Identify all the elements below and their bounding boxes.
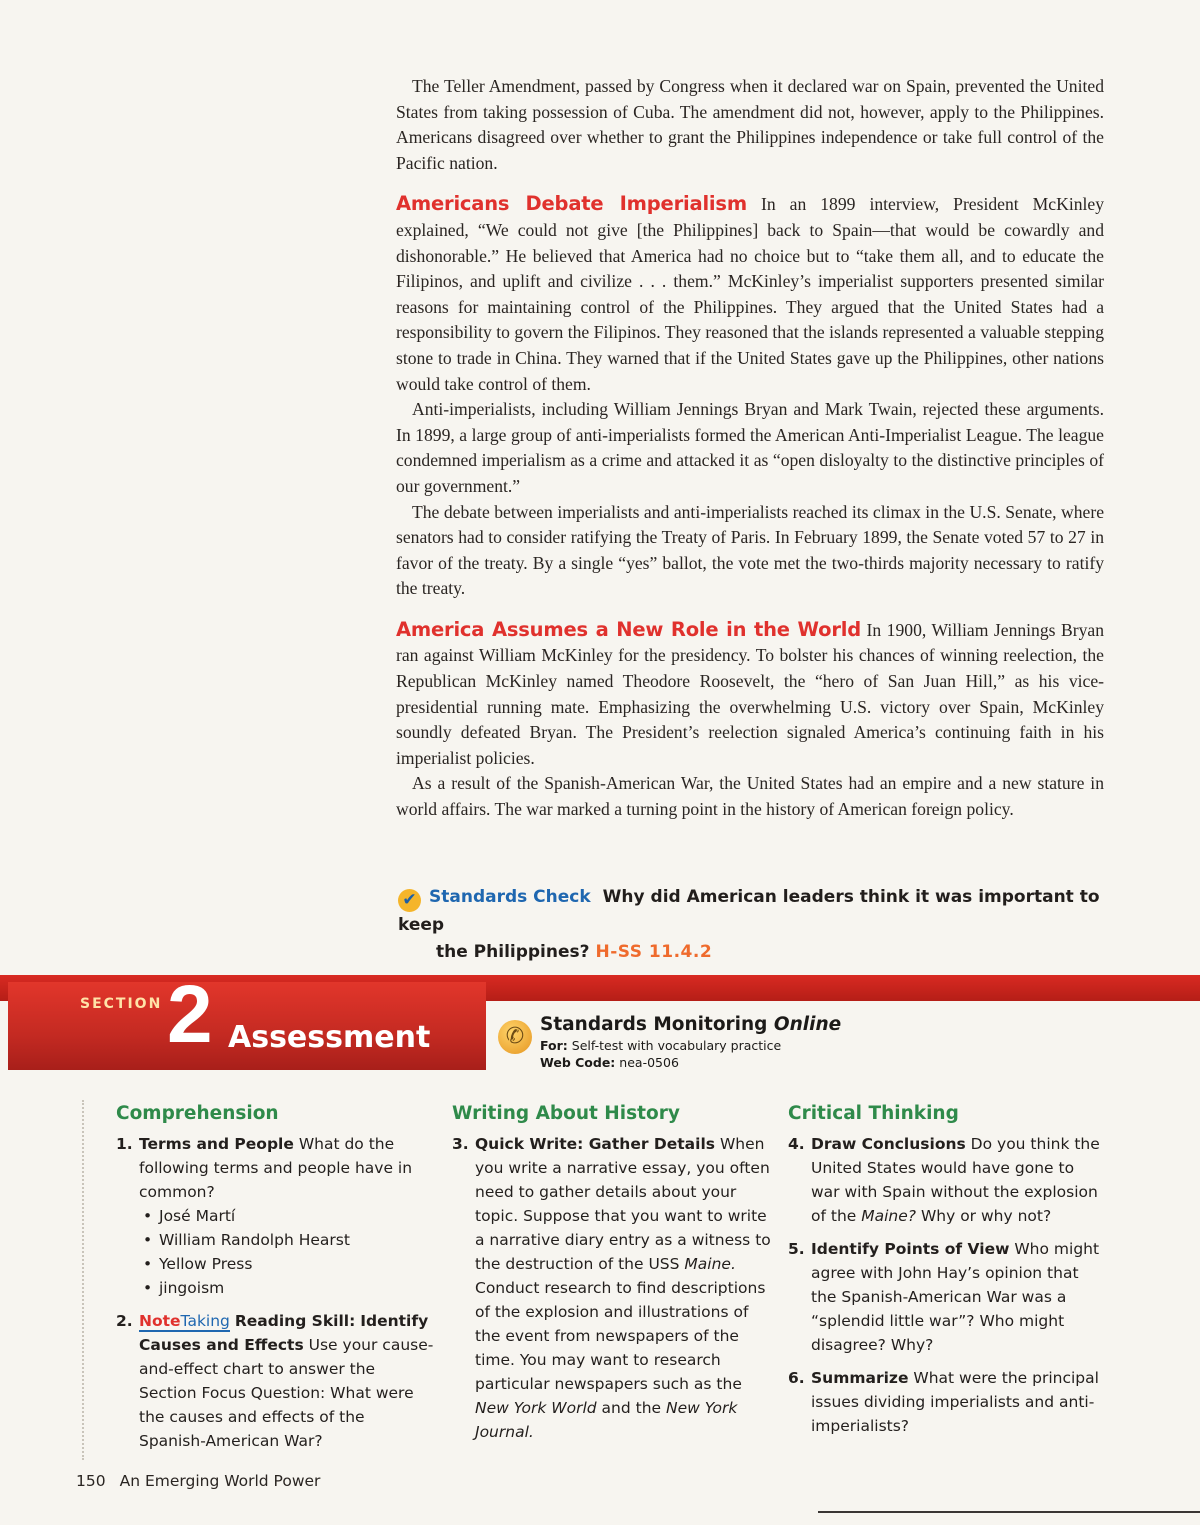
- phone-icon: ✆: [498, 1020, 532, 1054]
- comprehension-heading: Comprehension: [116, 1103, 279, 1124]
- standards-code: H-SS 11.4.2: [595, 942, 713, 962]
- list-item: • jingoism: [139, 1276, 434, 1300]
- list-item: • Yellow Press: [139, 1252, 434, 1276]
- bottom-rule: [818, 1511, 1200, 1513]
- question-4-title: Draw Conclusions: [811, 1135, 966, 1153]
- comprehension-column: [116, 1100, 434, 1462]
- page-footer: [76, 1472, 320, 1490]
- standards-check-line-2: [398, 939, 1118, 966]
- monitoring-title: Standards Monitoring Online: [540, 1014, 842, 1035]
- debate-text-2: Anti-imperialists, including William Jennings Bryan and Mark Twain, rejected these arguments. In 1899, a large group of anti-imperialists formed the American Anti-Imperialist League. The league condemned imperialism as a crime and attacked it as “open disloyalty to the distinctive principles of our government.”: [396, 399, 1104, 496]
- terms-list: [139, 1204, 434, 1300]
- standards-check-question-1: Why did American leaders think it was important to keep: [398, 887, 1100, 935]
- list-item: • José Martí: [139, 1204, 434, 1228]
- section-number: 2: [167, 969, 213, 1060]
- standards-check-line-1: [398, 884, 1118, 939]
- question-2-text: Use your cause-and-effect chart to answer the Section Focus Question: What were the causes and effects of the Spanish-American War?: [139, 1336, 434, 1450]
- question-2-title: Identify Causes and Effects: [139, 1312, 429, 1354]
- monitoring-for: For: Self-test with vocabulary practice: [540, 1038, 782, 1053]
- standards-monitoring: [540, 1013, 841, 1071]
- monitoring-online: Online: [773, 1014, 842, 1035]
- checkmark-icon: ✔: [398, 889, 421, 912]
- role-heading: America Assumes a New Role in the World: [396, 617, 861, 641]
- critical-heading: Critical Thinking: [788, 1103, 959, 1124]
- assessment-title: Assessment: [228, 1020, 431, 1055]
- list-item: • William Randolph Hearst: [139, 1228, 434, 1252]
- question-6-title: Summarize: [811, 1369, 909, 1387]
- section-word: SECTION: [80, 996, 163, 1012]
- page-number: 150: [76, 1472, 106, 1490]
- role-paragraph: [396, 617, 1104, 772]
- question-3: 3. Quick Write: Gather Details When you write a narrative essay, you often need to gather details about your topic. Suppose that you want to write a narrative diary entry as a witness to the destruction of the USS Maine. Conduct research to find descriptions of the explosion and illustrations of the event from newspapers of the time. You may want to research particular newspapers such as the New York World and the New York Journal.: [452, 1135, 771, 1441]
- question-4: 4. Draw Conclusions Do you think the United States would have gone to war with Spain without the explosion of the Maine? Why or why not?: [788, 1135, 1100, 1225]
- question-6: 6. Summarize What were the principal issues dividing imperialists and anti-imperialists?: [788, 1369, 1099, 1435]
- role-text-1: In 1900, William Jennings Bryan ran against William McKinley for the presidency. To bolster his chances of winning reelection, the Republican McKinley named Theodore Roosevelt, the “hero of San Juan Hill,” as his vice-presidential running mate. Emphasizing the overwhelming U.S. victory over Spain, McKinley soundly defeated Bryan. The President’s reelection signaled America’s continuing faith in his imperialist policies.: [396, 619, 1104, 768]
- notetaking-logo: NoteTaking: [139, 1312, 230, 1330]
- writing-heading: Writing About History: [452, 1103, 680, 1124]
- intro-paragraph: The Teller Amendment, passed by Congress when it declared war on Spain, prevented the United States from taking possession of Cuba. The amendment did not, however, apply to the Philippines. Americans disagreed over whether to grant the Philippines independence or take full control of the Pacific nation.: [396, 76, 1104, 173]
- debate-text-3: The debate between imperialists and anti-imperialists reached its climax in the U.S. Senate, where senators had to consider ratifying the Treaty of Paris. In February 1899, the Senate voted 57 to 27 in favor of the treaty. By a single “yes” ballot, the vote met the two-thirds majority necessary to ratify the treaty.: [396, 501, 1104, 599]
- role-text-2: As a result of the Spanish-American War, the United States had an empire and a new stature in world affairs. The war marked a turning point in the history of American foreign policy.: [396, 773, 1104, 820]
- question-3-title: Quick Write: Gather Details: [475, 1135, 715, 1153]
- debate-paragraph: [396, 191, 1104, 397]
- question-5: 5. Identify Points of View Who might agree with John Hay’s opinion that the Spanish-American War was a “splendid little war”? Who might disagree? Why?: [788, 1240, 1100, 1354]
- question-2: 2. NoteTaking Reading Skill: Identify Causes and Effects Use your cause-and-effect chart to answer the Section Focus Question: What were the causes and effects of the Spanish-American War?: [116, 1312, 434, 1450]
- question-1: 1. Terms and People What do the following terms and people have in common? • José Martí • William Randolph Hearst • Yellow Press • jingoism: [116, 1132, 434, 1300]
- standards-check-question-2: the Philippines?: [436, 942, 590, 962]
- question-5-title: Identify Points of View: [811, 1240, 1010, 1258]
- monitoring-web-code: Web Code: nea-0506: [540, 1055, 679, 1070]
- standards-check: [398, 884, 1118, 966]
- dotted-rule: [82, 1100, 84, 1460]
- main-text: [396, 74, 1104, 823]
- critical-thinking-column: [788, 1100, 1106, 1447]
- question-1-title: Terms and People: [139, 1135, 294, 1153]
- chapter-title: An Emerging World Power: [119, 1472, 321, 1490]
- debate-heading: Americans Debate Imperialism: [396, 192, 747, 216]
- standards-check-label: Standards Check: [429, 887, 591, 907]
- question-1-text: What do the following terms and people have in common?: [139, 1135, 413, 1201]
- debate-text-1: In an 1899 interview, President McKinley explained, “We could not give [the Philippines] back to Spain—that would be cowardly and dishonorable.” He believed that America had no choice but to “take them all, and to educate the Filipinos, and uplift and civilize . . . them.” McKinley’s imperialist supporters presented similar reasons for maintaining control of the Philippines. They argued that the United States had a responsibility to govern the Filipinos. They reasoned that the islands represented a valuable stepping stone to trade in China. They warned that if the United States gave up the Philippines, other nations would take control of them.: [396, 194, 1104, 394]
- writing-column: [452, 1100, 772, 1453]
